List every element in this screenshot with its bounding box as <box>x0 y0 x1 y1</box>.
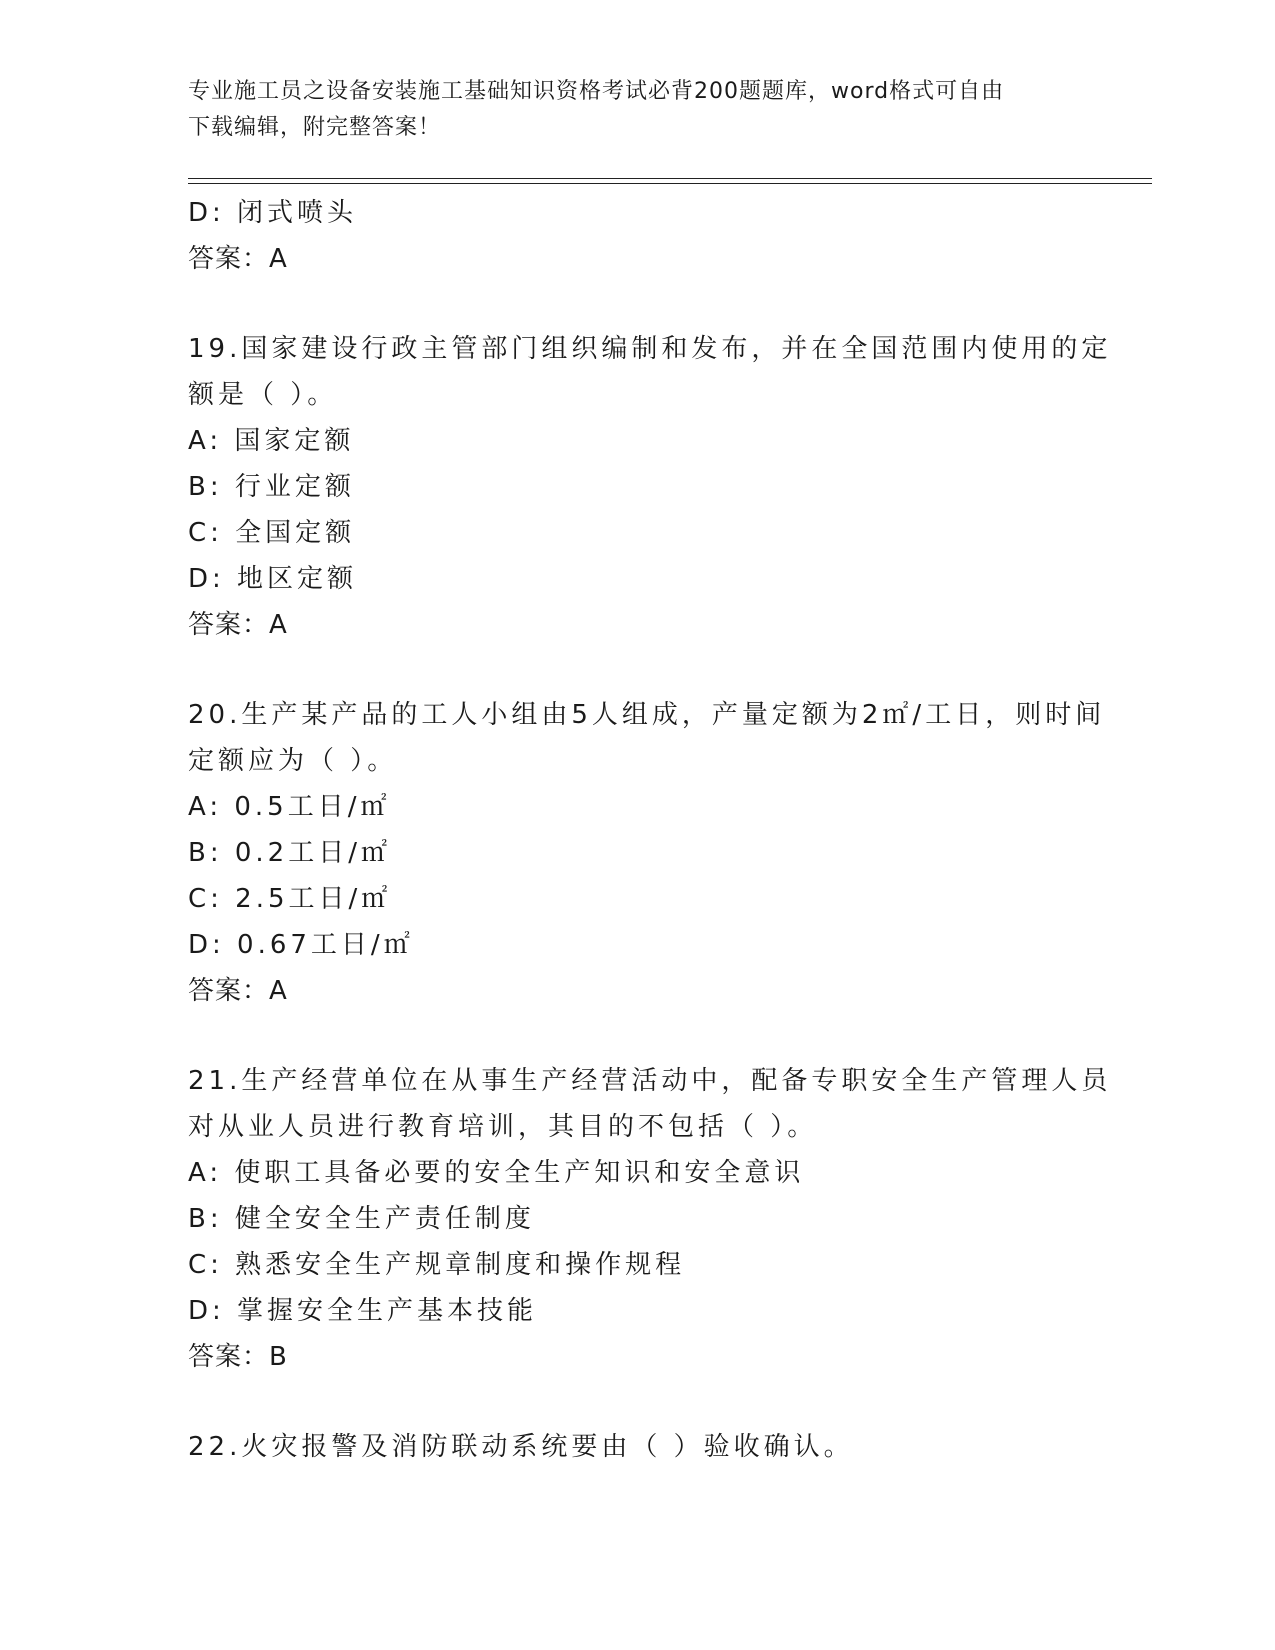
document-header <box>188 74 1088 146</box>
question-21 <box>188 1058 1112 1380</box>
option-b: B: 健全安全生产责任制度 <box>188 1204 535 1234</box>
answer: 答案：B <box>188 1342 288 1372</box>
answer: 答案：A <box>188 976 288 1006</box>
answer: 答案：A <box>188 244 288 274</box>
question-19 <box>188 326 1112 648</box>
answer: 答案：A <box>188 610 288 640</box>
question-22 <box>188 1424 1088 1470</box>
header-divider-top <box>188 178 1152 179</box>
question-text-line-2: 对从业人员进行教育培训，其目的不包括（ ）。 <box>188 1112 818 1142</box>
question-list <box>188 190 1112 1470</box>
question-text-line-1: 19.国家建设行政主管部门组织编制和发布，并在全国范围内使用的定 <box>188 334 1112 364</box>
option-d: D: 掌握安全生产基本技能 <box>188 1296 538 1326</box>
option-b: B: 行业定额 <box>188 472 355 502</box>
question-text-line-1: 20.生产某产品的工人小组由5人组成，产量定额为2㎡/工日，则时间 <box>188 700 1106 730</box>
option-a: A: 0.5工日/㎡ <box>188 792 391 822</box>
question-text-line-1: 22.火灾报警及消防联动系统要由（ ）验收确认。 <box>188 1432 854 1462</box>
option-c: C: 全国定额 <box>188 518 356 548</box>
question-18-continued <box>188 190 1088 282</box>
header-divider-bottom <box>188 183 1152 184</box>
question-text-line-2: 额是（ ）。 <box>188 380 338 410</box>
option-a: A: 使职工具备必要的安全生产知识和安全意识 <box>188 1158 805 1188</box>
option-d: D: 0.67工日/㎡ <box>188 930 414 960</box>
option-d: D: 地区定额 <box>188 564 358 594</box>
question-text-line-2: 定额应为（ ）。 <box>188 746 398 776</box>
option-a: A: 国家定额 <box>188 426 355 456</box>
header-line-1: 专业施工员之设备安装施工基础知识资格考试必背200题题库，word格式可自由 <box>188 79 1005 104</box>
option-b: B: 0.2工日/㎡ <box>188 838 391 868</box>
option-d: D: 闭式喷头 <box>188 198 358 228</box>
question-20 <box>188 692 1106 1014</box>
question-text-line-1: 21.生产经营单位在从事生产经营活动中，配备专职安全生产管理人员 <box>188 1066 1112 1096</box>
option-c: C: 熟悉安全生产规章制度和操作规程 <box>188 1250 686 1280</box>
option-c: C: 2.5工日/㎡ <box>188 884 392 914</box>
header-line-2: 下载编辑，附完整答案！ <box>188 115 442 140</box>
